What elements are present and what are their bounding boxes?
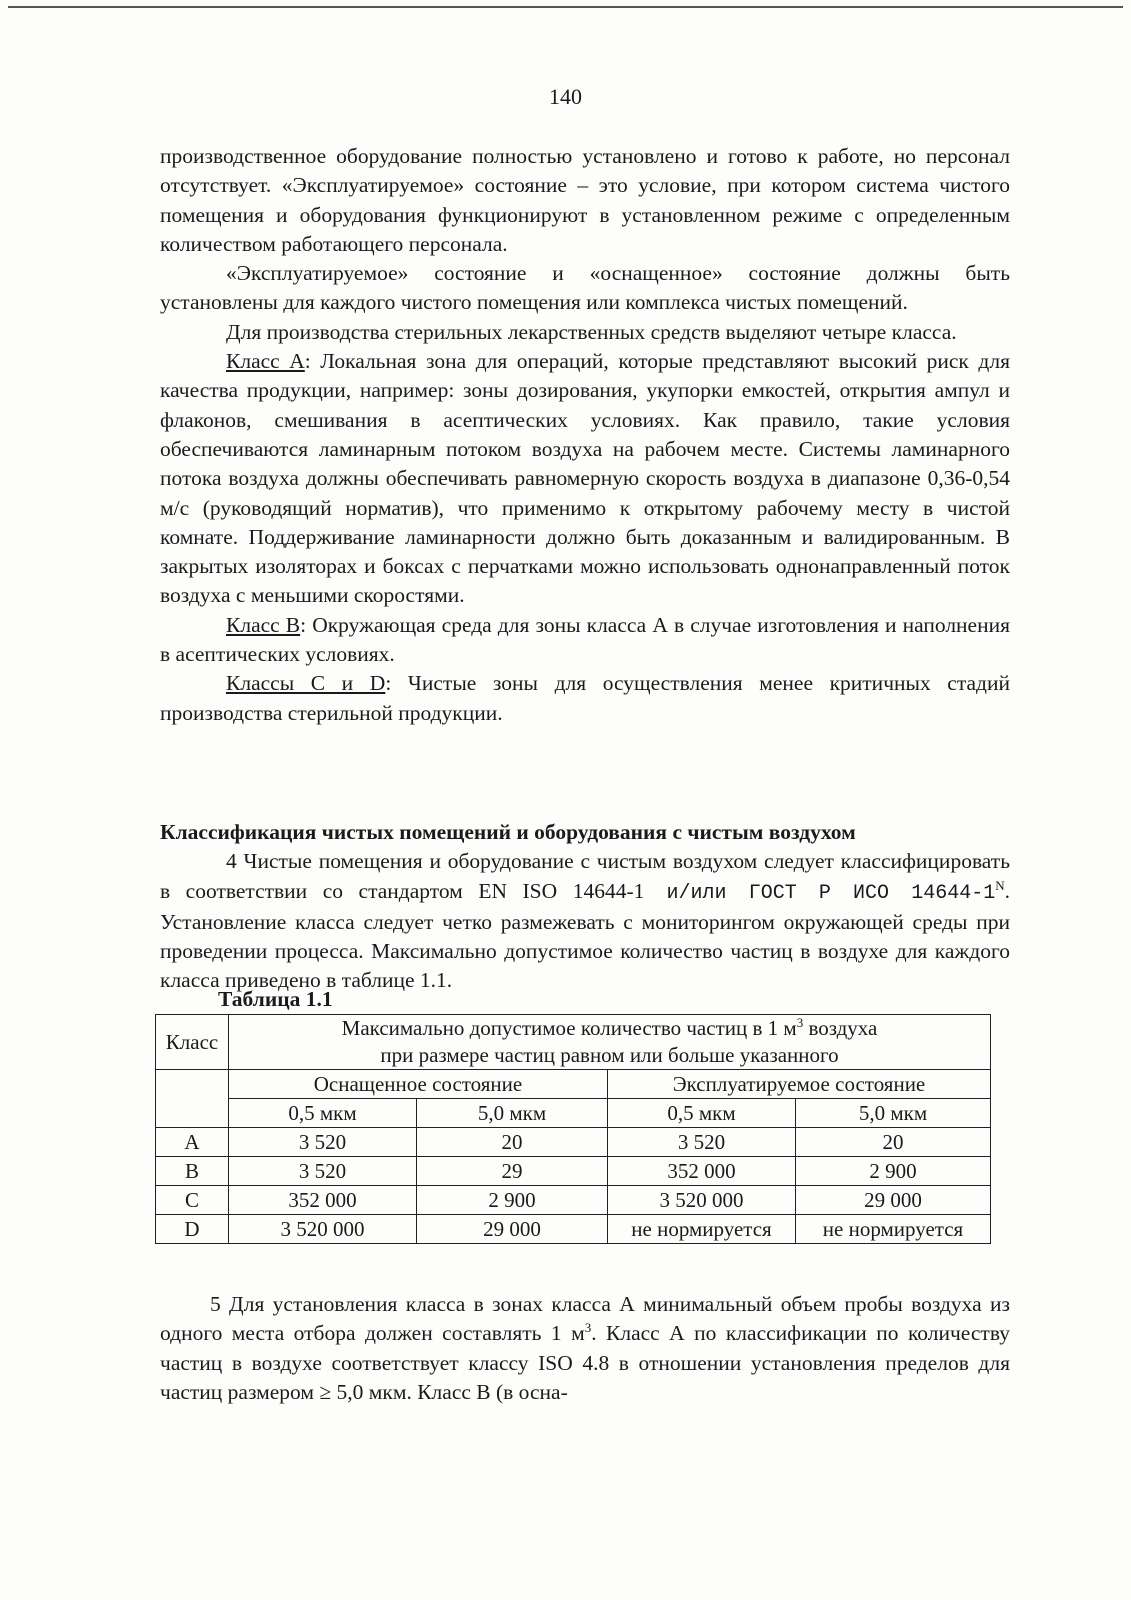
cell-eq-50: 29 000 [417,1215,608,1244]
cell-op-05: 3 520 [608,1128,796,1157]
header-size-eq-50: 5,0 мкм [417,1099,608,1128]
header-max-line1: Максимально допустимое количество частиц в 1 м [341,1016,797,1040]
table-state-row [156,1070,991,1099]
cell-op-50: 2 900 [796,1157,991,1186]
body-text-top [160,142,1010,728]
section-classification [160,818,1010,996]
table-row [156,1128,991,1157]
row-class: B [156,1157,229,1186]
header-state-operational: Эксплуатируемое состояние [608,1070,991,1099]
cell-eq-05: 3 520 000 [229,1215,417,1244]
p5-superscript: 3 [584,1320,592,1336]
class-b-term: Класс В [226,612,301,637]
p5-text-b: . Класс А по классификации по количеству частиц в воздухе соответствует классу ISO 4.8 в отношении установления пределов для частиц размером ≥ 5,0 мкм. Класс В (в осна- [160,1321,1010,1404]
cell-op-50: не нормируется [796,1215,991,1244]
paragraph-sampling [160,1290,1010,1407]
header-max-line1-end: воздуха [803,1016,878,1040]
row-class: D [156,1215,229,1244]
body-text-bottom [160,1290,1010,1407]
table-row [156,1157,991,1186]
class-b-text: : Окружающая среда для зоны класса А в случае изготовления и наполнения в асептических условиях. [160,612,1010,667]
cell-eq-05: 352 000 [229,1186,417,1215]
paragraph-four-classes: Для производства стерильных лекарственных средств выделяют четыре класса. [226,319,957,344]
header-state-equipped: Оснащенное состояние [229,1070,608,1099]
p4-text-a: 4 Чистые помещения и оборудование с чистым воздухом следует классифицировать в соответствии со стандартом EN ISO 14644-1 [160,849,1010,903]
header-empty-cell [156,1070,229,1128]
paragraph-class-a [160,347,1010,611]
class-a-text: : Локальная зона для операций, которые представляют высокий риск для качества продукции, например: зоны дозирования, укупорки емкостей, открытия ампул и флаконов, смешивания в асептических условиях. Как правило, такие условия обеспечиваются ламинарным потоком воздуха на рабочем месте. Системы ламинарного потока воздуха должны обеспечивать равномерную скорость воздуха в диапазоне 0,36-0,54 м/с (руководящий норматив), что применимо к открытому рабочему месту в чистой комнате. Поддерживание ламинарности должно быть доказанным и валидированным. В закрытых изоляторах и боксах с перчатками можно использовать однонаправленный поток воздуха с меньшими скоростями. [160,349,1010,608]
cell-op-05: 3 520 000 [608,1186,796,1215]
cell-op-05: не нормируется [608,1215,796,1244]
table-header-row [156,1015,991,1070]
row-class: C [156,1186,229,1215]
table-row [156,1186,991,1215]
p5-text-a: 5 Для установления класса в зонах класса А минимальный объем пробы воздуха из одного места отбора должен составлять 1 м [160,1292,1010,1346]
header-max-particles [229,1015,991,1070]
header-class: Класс [156,1015,229,1070]
cell-op-50: 20 [796,1128,991,1157]
table-caption: Таблица 1.1 [218,987,333,1011]
class-cd-text: : Чистые зоны для осуществления менее критичных стадий производства стерильной продукции. [160,671,1011,725]
header-size-eq-05: 0,5 мкм [229,1099,417,1128]
paragraph-class-b [160,611,1010,670]
cell-op-50: 29 000 [796,1186,991,1215]
p4-text-b: . Установление класса следует четко размежевать с мониторингом окружающей среды при проведении процесса. Максимально допустимое количество частиц в воздухе для каждого класса приведено в таблице 1.1. [160,878,1010,993]
particle-limits-table [155,1014,991,1244]
class-cd-term: Классы С и D [226,671,386,696]
header-size-op-50: 5,0 мкм [796,1099,991,1128]
top-border-line [8,6,1123,8]
p4-superscript: N [995,877,1005,893]
p4-gost-reference: и/или ГОСТ Р ИСО 14644-1 [644,881,996,905]
cell-eq-50: 20 [417,1128,608,1157]
cell-eq-50: 29 [417,1157,608,1186]
cell-eq-05: 3 520 [229,1128,417,1157]
paragraph-states: «Эксплуатируемое» состояние и «оснащенное» состояние должны быть установлены для каждого чистого помещения или комплекса чистых помещений. [160,261,1010,315]
paragraph-iso-standard [160,847,1010,995]
cell-op-05: 352 000 [608,1157,796,1186]
table-row [156,1215,991,1244]
paragraph-continuation: производственное оборудование полностью установлено и готово к работе, но персонал отсутствует. «Эксплуатируемое» состояние – это условие, при котором система чистого помещения и оборудования функционируют в установленном режиме с определенным количеством работающего персонала. [160,144,1010,256]
paragraph-class-cd [160,669,1010,728]
cell-eq-05: 3 520 [229,1157,417,1186]
cell-eq-50: 2 900 [417,1186,608,1215]
header-max-line2: при размере частиц равном или больше указанного [380,1043,839,1067]
page-number: 140 [549,84,582,109]
header-size-op-05: 0,5 мкм [608,1099,796,1128]
section-heading: Классификация чистых помещений и оборудования с чистым воздухом [160,820,856,844]
table-size-row [156,1099,991,1128]
class-a-term: Класс А [226,349,305,374]
row-class: A [156,1128,229,1157]
header-max-sup: 3 [796,1015,804,1030]
